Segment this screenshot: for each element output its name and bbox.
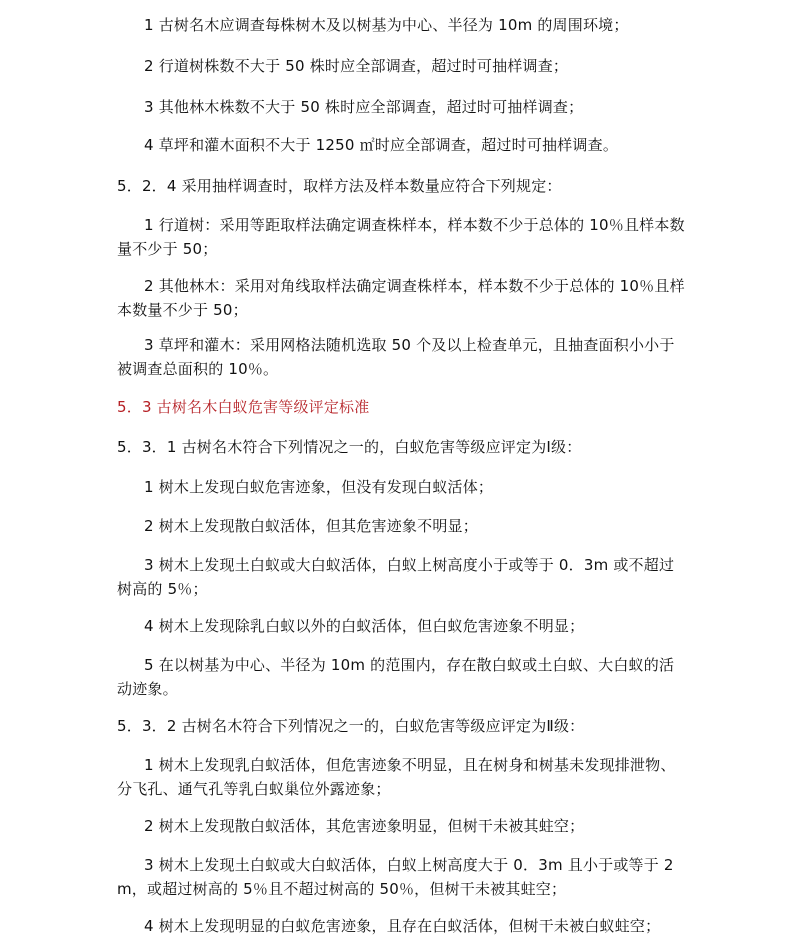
clause-heading: 5．3．1 古树名木符合下列情况之一的，白蚁危害等级应评定为Ⅰ级： <box>117 438 582 456</box>
clause-item: 2 树木上发现散白蚁活体，但其危害迹象不明显； <box>144 517 478 535</box>
clause-item: 3 树木上发现土白蚁或大白蚁活体，白蚁上树高度小于或等于 0．3m 或不超过树高的 5％； <box>117 556 675 598</box>
clause-heading: 5．3．2 古树名木符合下列情况之一的，白蚁危害等级应评定为Ⅱ级： <box>117 717 585 735</box>
clause-item: 3 草坪和灌木：采用网格法随机选取 50 个及以上检查单元，且抽查面积小小于被调查总面积的 10％。 <box>117 336 675 378</box>
clause-heading: 5．2．4 采用抽样调查时，取样方法及样本数量应符合下列规定： <box>117 177 562 195</box>
clause-item: 1 树木上发现白蚁危害迹象，但没有发现白蚁活体； <box>144 478 494 496</box>
clause-item: 2 行道树株数不大于 50 株时应全部调查，超过时可抽样调查； <box>144 57 569 75</box>
clause-item: 3 其他林木株数不大于 50 株时应全部调查，超过时可抽样调查； <box>144 98 584 116</box>
clause-item: 4 树木上发现除乳白蚁以外的白蚁活体，但白蚁危害迹象不明显； <box>144 617 585 635</box>
clause-item: 1 树木上发现乳白蚁活体，但危害迹象不明显，且在树身和树基未发现排泄物、分飞孔、通气孔等乳白蚁巢位外露迹象； <box>117 756 676 798</box>
clause-item: 5 在以树基为中心、半径为 10m 的范围内，存在散白蚁或土白蚁、大白蚁的活动迹象。 <box>117 656 675 698</box>
clause-item: 2 树木上发现散白蚁活体，其危害迹象明显，但树干未被其蛀空； <box>144 817 585 835</box>
clause-item: 1 古树名木应调查每株树木及以树基为中心、半径为 10m 的周围环境； <box>144 16 629 34</box>
clause-item: 4 树木上发现明显的白蚁危害迹象，且存在白蚁活体，但树干未被白蚁蛀空； <box>144 917 661 935</box>
clause-item: 1 行道树：采用等距取样法确定调查株样本，样本数不少于总体的 10％且样本数量不少于 50； <box>117 216 685 258</box>
clause-item: 4 草坪和灌木面积不大于 1250 ㎡时应全部调查，超过时可抽样调查。 <box>144 136 619 154</box>
section-heading: 5．3 古树名木白蚁危害等级评定标准 <box>117 398 370 416</box>
clause-item: 3 树木上发现土白蚁或大白蚁活体，白蚁上树高度大于 0．3m 且小于或等于 2m，或超过树高的 5％且不超过树高的 50％，但树干未被其蛀空； <box>117 856 674 898</box>
clause-item: 2 其他林木：采用对角线取样法确定调查株样本，样本数不少于总体的 10％且样本数量不少于 50； <box>117 277 685 319</box>
